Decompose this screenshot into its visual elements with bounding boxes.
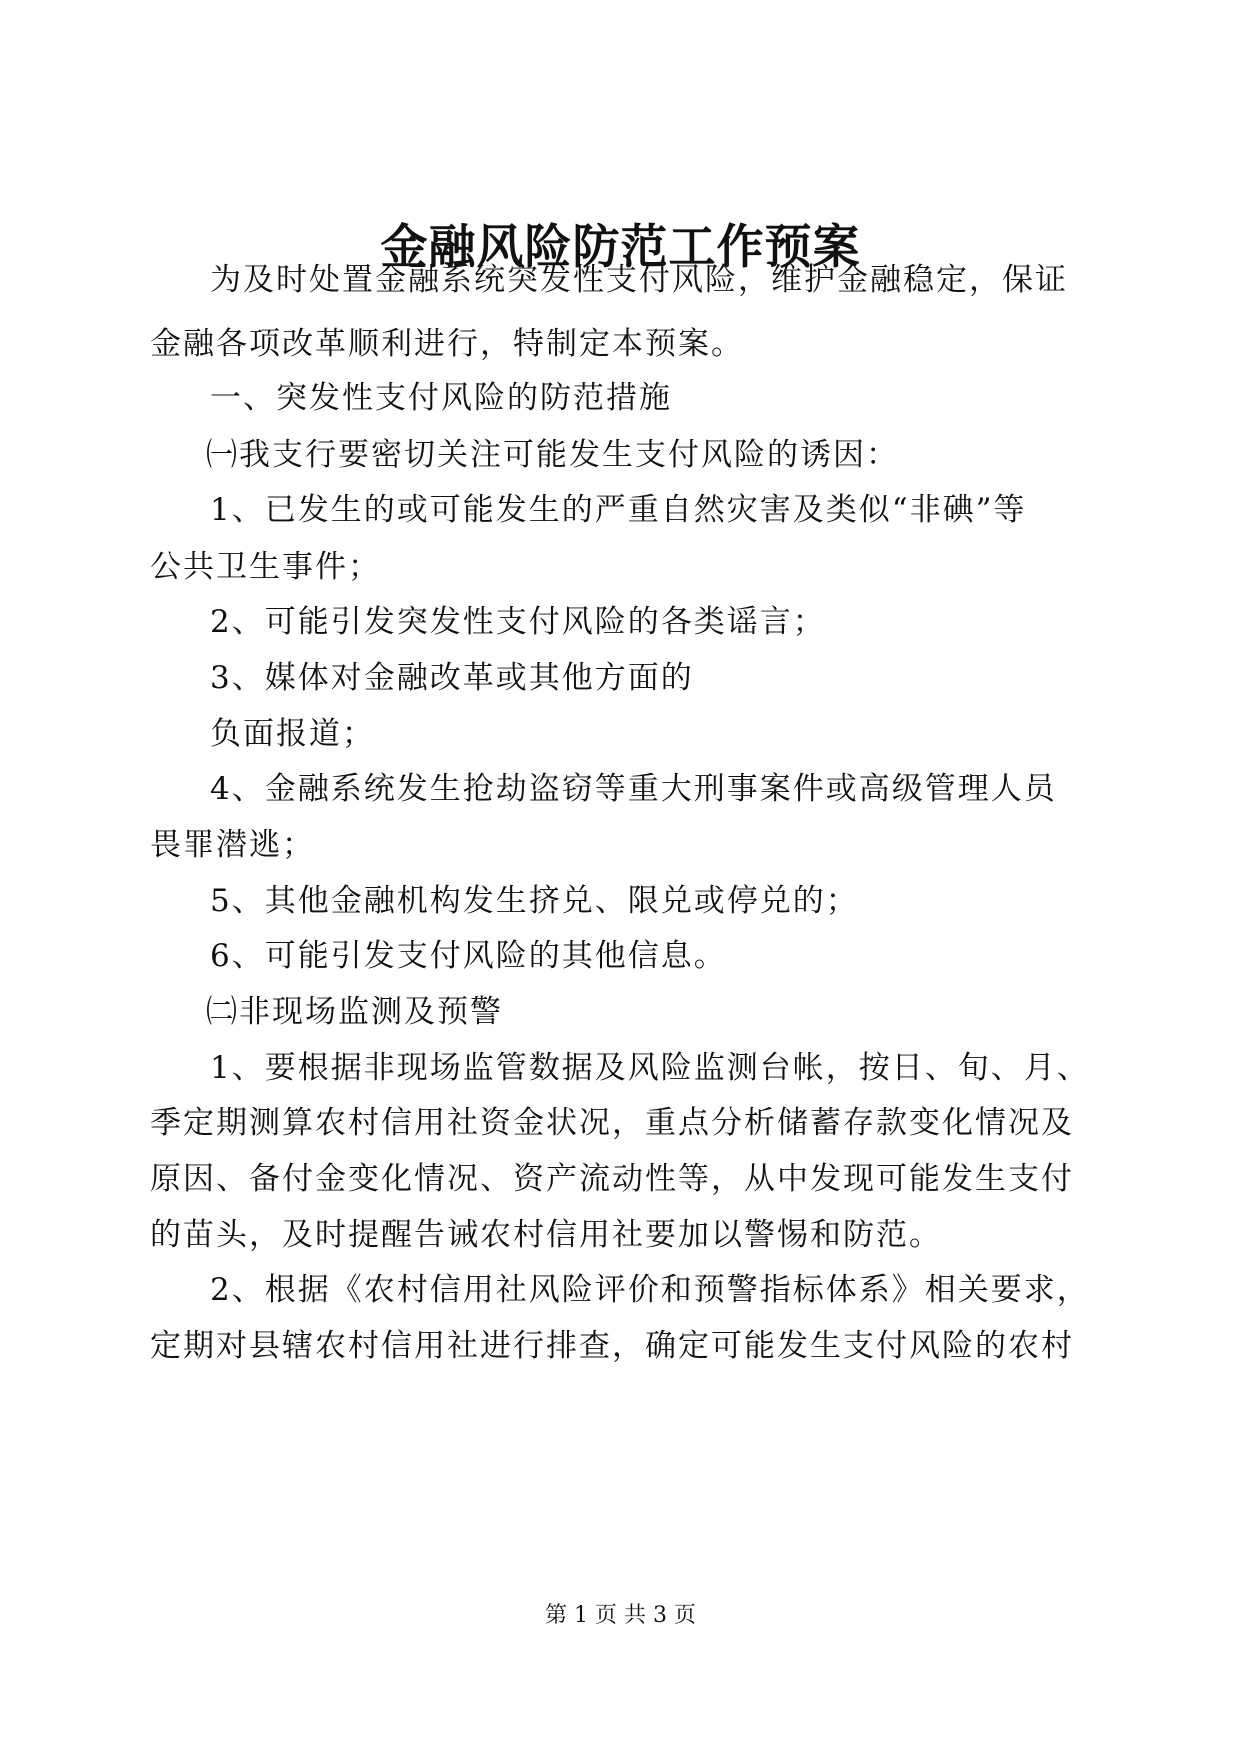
- subsection-heading: ㈠我支行要密切关注可能发生支付风险的诱因：: [206, 437, 899, 473]
- body-line: 2、可能引发突发性支付风险的各类谣言；: [210, 604, 826, 640]
- body-line: 为及时处置金融系统突发性支付风险，维护金融稳定，保证: [210, 262, 1068, 298]
- body-line: 公共卫生事件；: [150, 549, 381, 585]
- body-line: 负面报道；: [210, 716, 375, 752]
- body-line: 原因、备付金变化情况、资产流动性等，从中发现可能发生支付: [150, 1161, 1074, 1197]
- body-line: 1、要根据非现场监管数据及风险监测台帐，按日、旬、月、: [210, 1050, 1090, 1086]
- body-line: 5、其他金融机构发生挤兑、限兑或停兑的；: [210, 883, 859, 919]
- section-heading: 一、突发性支付风险的防范措施: [210, 380, 672, 416]
- page-number: 第 1 页 共 3 页: [545, 1603, 696, 1628]
- body-line: 定期对县辖农村信用社进行排查，确定可能发生支付风险的农村: [150, 1328, 1074, 1364]
- body-line: 4、金融系统发生抢劫盗窃等重大刑事案件或高级管理人员: [210, 771, 1057, 807]
- body-line: 金融各项改革顺利进行，特制定本预案。: [150, 326, 744, 362]
- subsection-heading: ㈡非现场监测及预警: [206, 994, 503, 1030]
- body-line: 3、媒体对金融改革或其他方面的: [210, 660, 694, 696]
- body-line: 2、根据《农村信用社风险评价和预警指标体系》相关要求，: [210, 1272, 1090, 1308]
- body-line: 畏罪潜逃；: [150, 827, 315, 863]
- body-line: 季定期测算农村信用社资金状况，重点分析储蓄存款变化情况及: [150, 1105, 1074, 1141]
- body-line: 的苗头，及时提醒告诫农村信用社要加以警惕和防范。: [150, 1217, 942, 1253]
- document-title: 金融风险防范工作预案: [380, 220, 861, 275]
- body-line: 6、可能引发支付风险的其他信息。: [210, 938, 727, 974]
- body-line: 1、已发生的或可能发生的严重自然灾害及类似“非碘”等: [210, 492, 1027, 528]
